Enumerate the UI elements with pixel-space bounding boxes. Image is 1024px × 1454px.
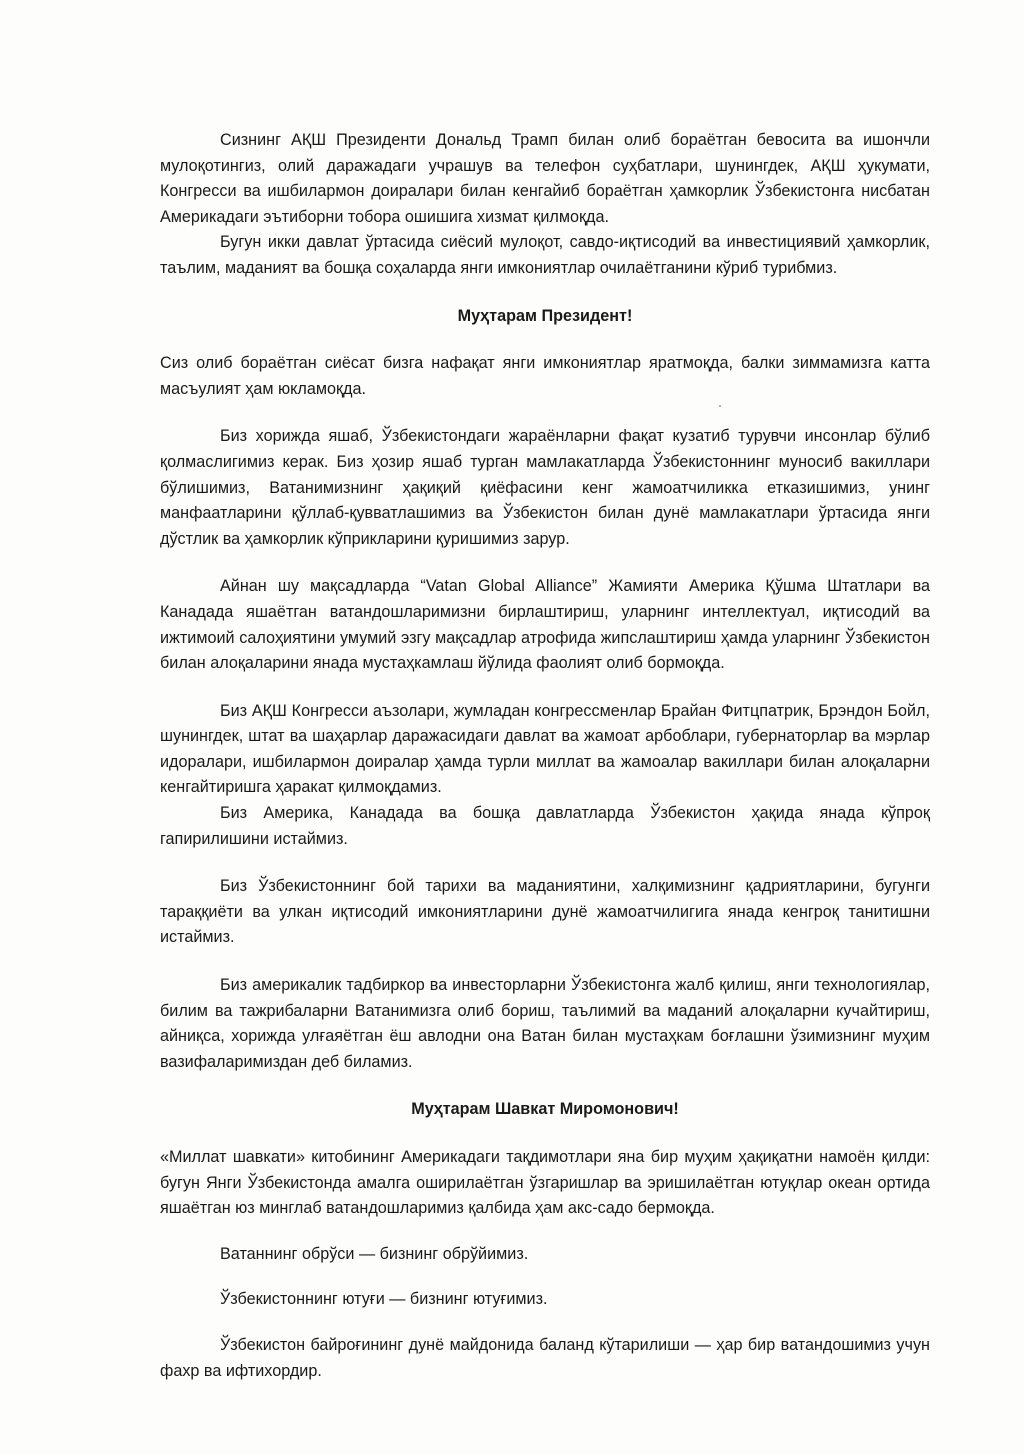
paragraph-book-presentations: «Миллат шавкати» китобининг Америкадаги тақдимотлари яна бир муҳим ҳақиқатни намоён қилди: бугун Янги Ўзбекистонда амалга оширилаётган ўзгаришлар ва эришилаётган ютуқлар океан ортида яшаётган юз минглаб ватандошларимиз қалбида ҳам акс-садо бермоқда. (160, 1148, 930, 1218)
paragraph-investors: Биз америкалик тадбиркор ва инвесторларни Ўзбекистонга жалб қилиш, янги технологиялар, билим ва тажрибаларни Ватанимизга олиб бориш, таълимий ва маданий алоқаларни кучайтириш, айниқса, хорижда улғаяётган ёш авлодни она Ватан билан мустаҳкам боғлашни ўзимизнинг муҳим вазифаларимиздан деб биламиз. (160, 976, 930, 1071)
heading-dear-shavkat-miromonovich: Муҳтарам Шавкат Миромонович! (411, 1100, 679, 1119)
paragraph-flag-pride: Ўзбекистон байроғининг дунё майдонида баланд кўтарилиши — ҳар бир ватандошимиз учун фахр ва ифтихордир. (160, 1335, 930, 1380)
paragraph-relations-usa: Сизнинг АҚШ Президенти Дональд Трамп билан олиб бораётган бевосита ва ишончли мулоқотингиз, олий даражадаги учрашув ва телефон суҳбатлари, шунингдек, АҚШ ҳукумати, Конгресси ва ишбилармон доиралари билан кенгайиб бораётган ҳамкорлик Ўзбекистонга нисбатан Америкадаги эътиборни тобора ошишига хизмат қилмоқда. (160, 131, 930, 226)
scan-speck (719, 405, 721, 407)
paragraph-policy-responsibility: Сиз олиб бораётган сиёсат бизга нафақат янги имкониятлар яратмоқда, балки зиммамизга катта масъулият ҳам юкламоқда. (160, 354, 930, 398)
paragraph-uzbekistan-success: Ўзбекистоннинг ютуғи — бизнинг ютуғимиз. (220, 1290, 548, 1309)
paragraph-homeland-prestige: Ватаннинг обрўси — бизнинг обрўйимиз. (220, 1244, 529, 1263)
paragraph-living-abroad: Биз хорижда яшаб, Ўзбекистондаги жараёнларни фақат кузатиб турувчи инсонлар бўлиб қолмаслигимиз керак. Биз ҳозир яшаб турган мамлакатларда Ўзбекистоннинг муносиб вакиллари бўлишимиз, Ватанимизнинг ҳақиқий қиёфасини кенг жамоатчиликка етказишимиз, унинг манфаатларини қўллаб-қувватлашимиз ва Ўзбекистон билан дунё мамлакатлари ўртасида янги дўстлик ва ҳамкорлик кўприкларини қуришимиз зарур. (160, 427, 930, 548)
heading-dear-president: Муҳтарам Президент! (457, 306, 633, 325)
paragraph-speak-about-uzbekistan: Биз Америка, Канадада ва бошқа давлатларда Ўзбекистон ҳақида янада кўпроқ гапирилишини истаймиз. (160, 804, 930, 848)
paragraph-new-opportunities: Бугун икки давлат ўртасида сиёсий мулоқот, савдо-иқтисодий ва инвестициявий ҳамкорлик, таълим, маданият ва бошқа соҳаларда янги имкониятлар очилаётганини кўриб турибмиз. (160, 233, 930, 277)
paragraph-congress-contacts: Биз АҚШ Конгресси аъзолари, жумладан конгрессменлар Брайан Фитцпатрик, Брэндон Бойл, шунингдек, штат ва шаҳарлар даражасидаги давлат ва жамоат арбоблари, губернаторлар ва мэрлар идоралари, ишбилармон доиралар ҳамда турли миллат ва жамоалар вакиллари билан алоқаларни кенгайтиришга ҳаракат қилмоқдамиз. (160, 701, 930, 797)
document-body (160, 128, 930, 1384)
paragraph-vatan-global-alliance: Айнан шу мақсадларда “Vatan Global Alliance” Жамияти Америка Қўшма Штатлари ва Канадада яшаётган ватандошларимизни бирлаштириш, уларнинг интеллектуал, иқтисодий ва ижтимоий салоҳиятини умумий эзгу мақсадлар атрофида жипслаштириш ҳамда уларнинг Ўзбекистон билан алоқаларини янада мустаҳкамлаш йўлида фаолият олиб бормоқда. (160, 577, 930, 673)
paragraph-history-culture: Биз Ўзбекистоннинг бой тарихи ва маданиятини, халқимизнинг қадриятларини, бугунги тараққиёти ва улкан иқтисодий имкониятларини дунё жамоатчилигига янада кенгроқ танитишни истаймиз. (160, 877, 930, 947)
